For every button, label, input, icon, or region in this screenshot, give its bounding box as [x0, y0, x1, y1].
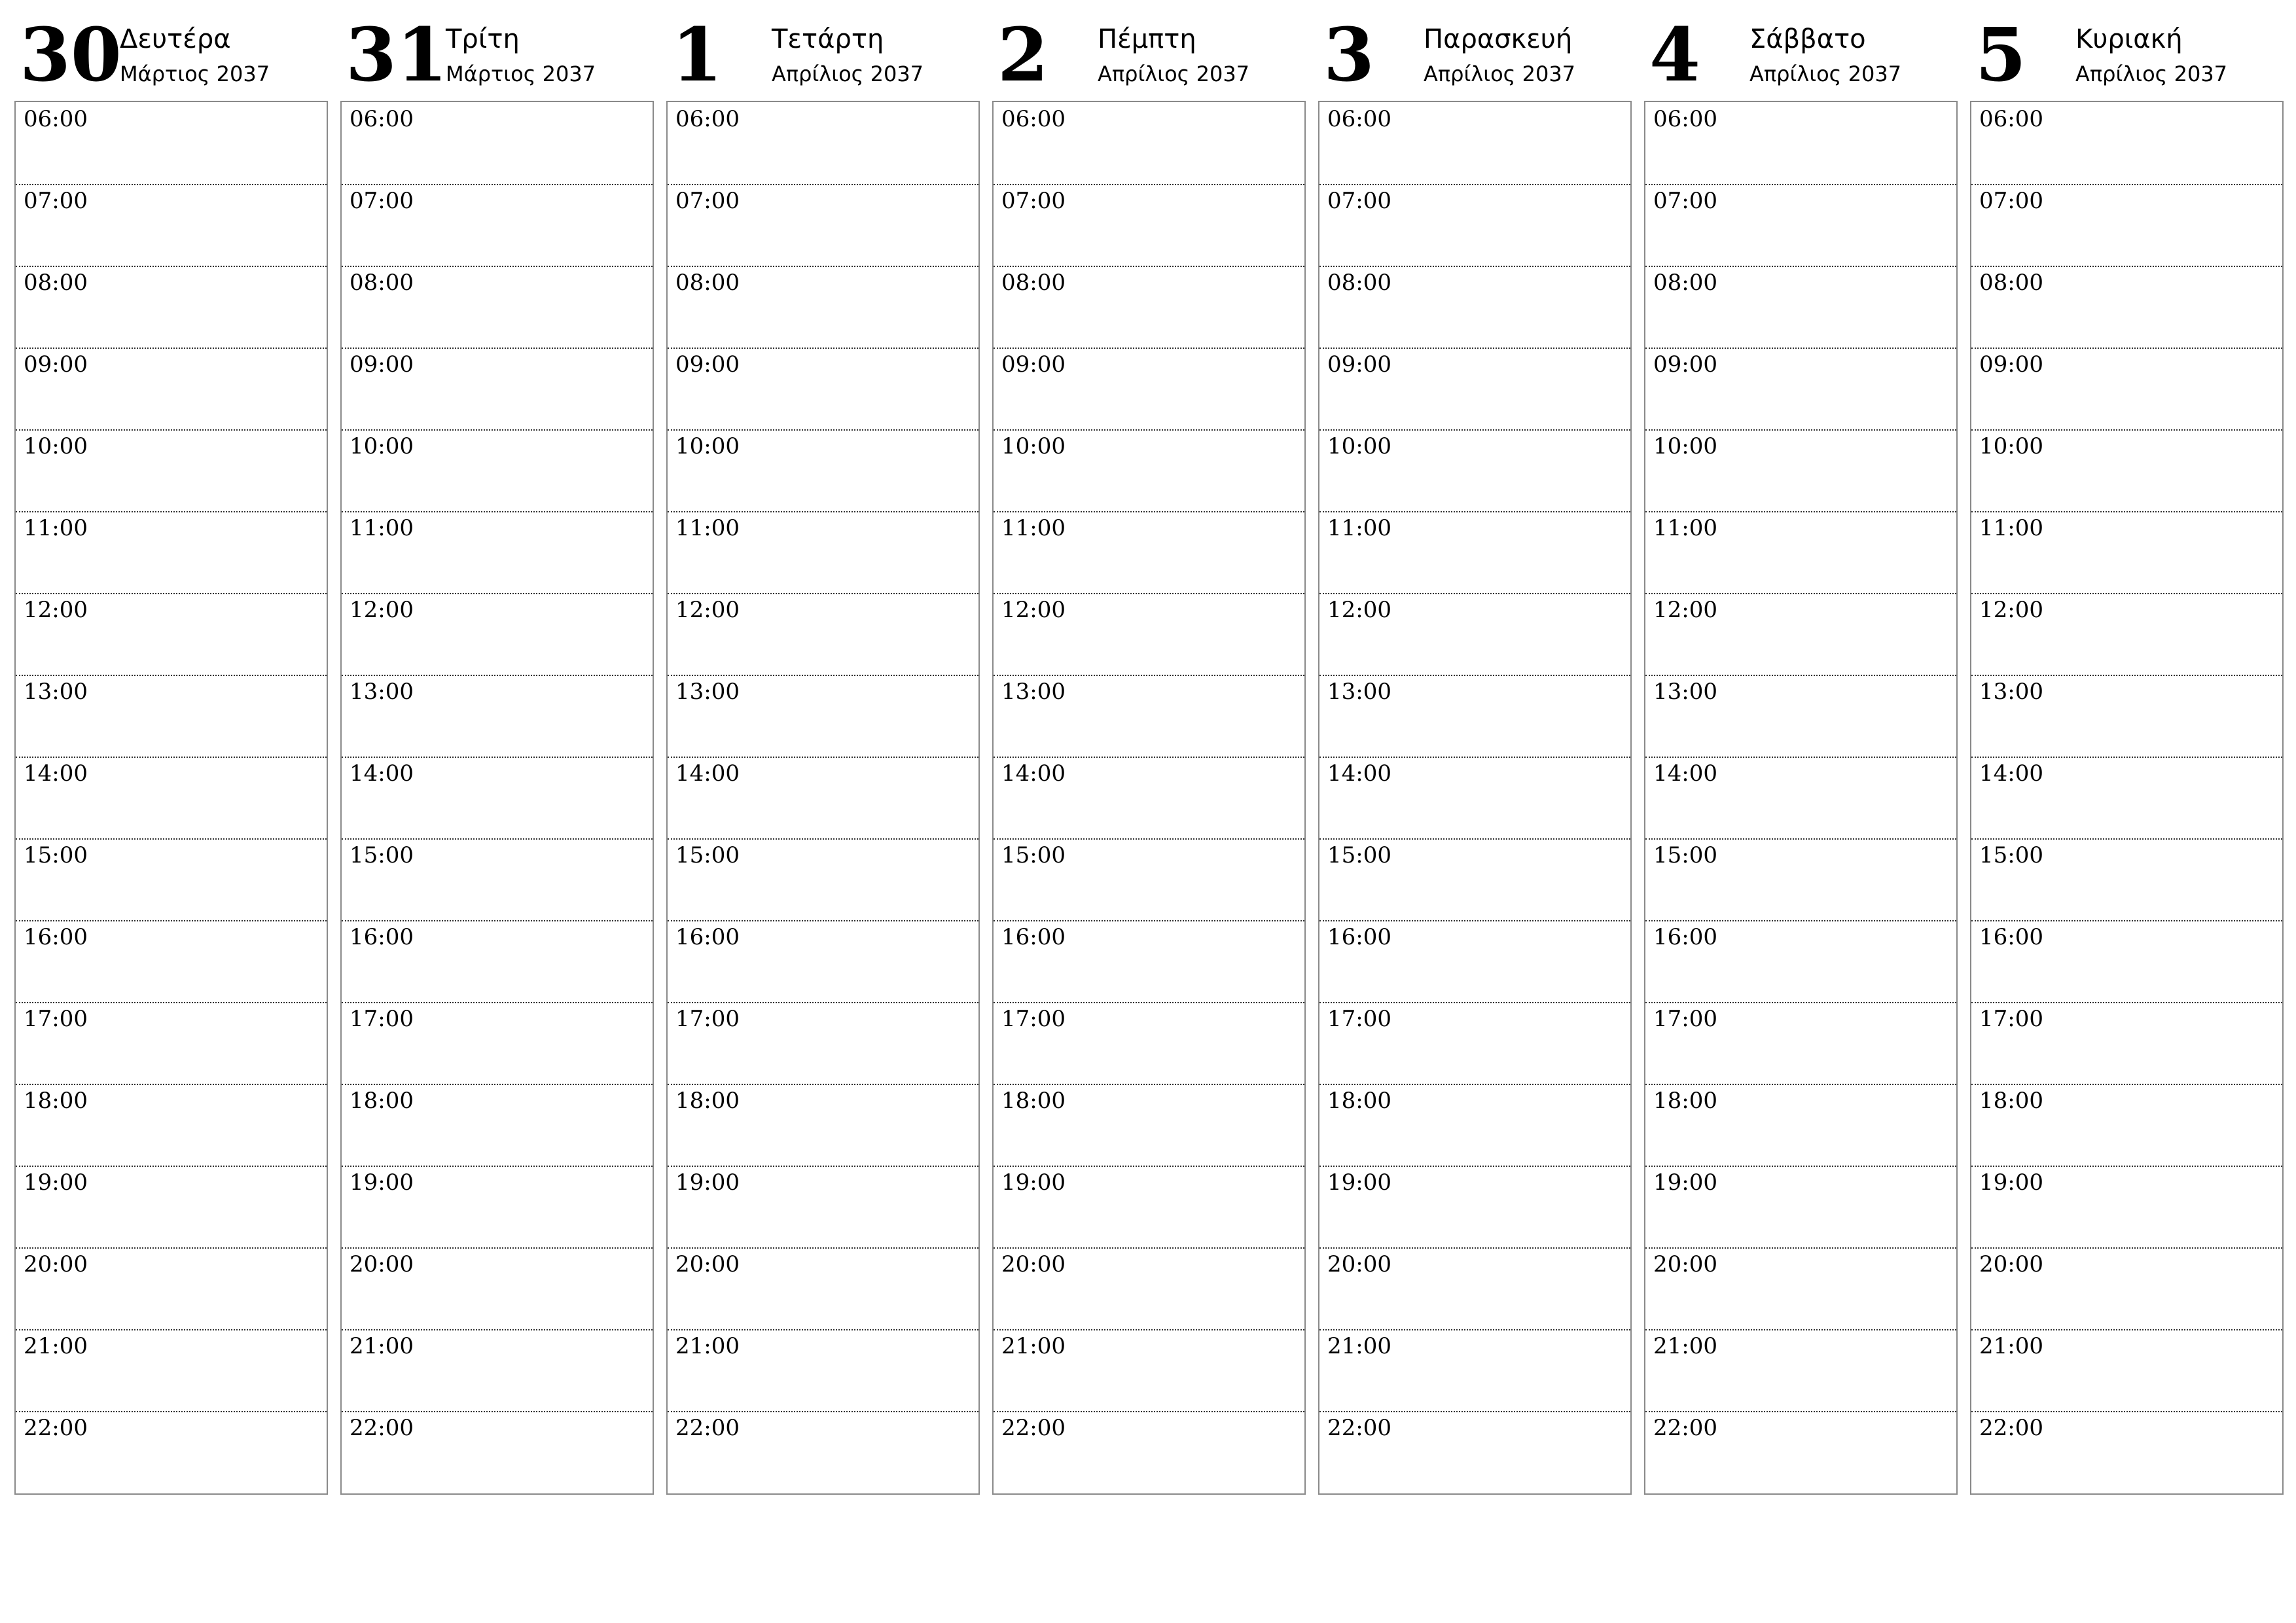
- hour-label: 22:00: [675, 1415, 740, 1441]
- hour-slot[interactable]: [994, 1002, 1304, 1085]
- day-header: [1644, 0, 1958, 99]
- hour-label: 20:00: [1001, 1251, 1066, 1277]
- hour-label: 21:00: [1327, 1333, 1391, 1359]
- month-year: Απρίλιος 2037: [1098, 62, 1250, 86]
- hour-label: 15:00: [24, 842, 88, 868]
- hour-slot[interactable]: [1319, 348, 1630, 431]
- hour-slot[interactable]: [342, 593, 653, 676]
- hour-label: 14:00: [1979, 760, 2043, 787]
- hour-slot[interactable]: [1971, 1247, 2282, 1330]
- hour-label: 11:00: [24, 515, 88, 541]
- hour-label: 21:00: [1653, 1333, 1717, 1359]
- hour-slot[interactable]: [668, 429, 978, 512]
- hour-label: 16:00: [675, 924, 740, 950]
- hour-label: 20:00: [1653, 1251, 1717, 1277]
- hour-slot[interactable]: [668, 348, 978, 431]
- hour-label: 09:00: [1979, 351, 2043, 378]
- hour-label: 20:00: [350, 1251, 414, 1277]
- hour-label: 15:00: [1979, 842, 2043, 868]
- hour-label: 06:00: [350, 106, 414, 132]
- hour-slot[interactable]: [342, 266, 653, 349]
- hour-slot[interactable]: [994, 184, 1304, 267]
- hour-label: 15:00: [1327, 842, 1391, 868]
- hour-label: 11:00: [1653, 515, 1717, 541]
- hour-label: 22:00: [24, 1415, 88, 1441]
- hour-label: 10:00: [675, 433, 740, 459]
- hour-label: 17:00: [24, 1006, 88, 1032]
- hour-slot[interactable]: [342, 1084, 653, 1167]
- hour-label: 14:00: [675, 760, 740, 787]
- hour-slot[interactable]: [994, 511, 1304, 594]
- hour-slot[interactable]: [342, 1411, 653, 1493]
- hour-slot[interactable]: [1319, 1247, 1630, 1330]
- hour-slot[interactable]: [1971, 1084, 2282, 1167]
- month-year: Μάρτιος 2037: [446, 62, 596, 86]
- hour-label: 06:00: [1979, 106, 2043, 132]
- hour-slot[interactable]: [16, 675, 327, 758]
- hour-slot[interactable]: [1971, 348, 2282, 431]
- hour-slot[interactable]: [342, 1247, 653, 1330]
- hour-slot[interactable]: [16, 266, 327, 349]
- hour-label: 06:00: [24, 106, 88, 132]
- hour-slot[interactable]: [342, 1329, 653, 1412]
- hour-label: 15:00: [1001, 842, 1066, 868]
- day-header: [340, 0, 654, 99]
- hour-label: 14:00: [350, 760, 414, 787]
- day-schedule-box: [1644, 101, 1958, 1495]
- hour-slot[interactable]: [1319, 184, 1630, 267]
- hour-label: 11:00: [675, 515, 740, 541]
- hour-slot[interactable]: [1645, 348, 1956, 431]
- hour-label: 10:00: [1979, 433, 2043, 459]
- hour-label: 07:00: [1979, 188, 2043, 214]
- weekday-name: Παρασκευή: [1424, 24, 1573, 54]
- hour-slot[interactable]: [1645, 838, 1956, 921]
- hour-slot[interactable]: [1319, 1084, 1630, 1167]
- hour-slot[interactable]: [1319, 1329, 1630, 1412]
- hour-label: 07:00: [350, 188, 414, 214]
- hour-label: 22:00: [1653, 1415, 1717, 1441]
- weekday-name: Κυριακή: [2075, 24, 2183, 54]
- hour-slot[interactable]: [1645, 1329, 1956, 1412]
- hour-label: 14:00: [1653, 760, 1717, 787]
- day-column: [14, 0, 328, 1441]
- hour-label: 15:00: [350, 842, 414, 868]
- hour-label: 13:00: [675, 679, 740, 705]
- day-header: [1318, 0, 1632, 99]
- hour-slot[interactable]: [1971, 675, 2282, 758]
- hour-label: 18:00: [1653, 1088, 1717, 1114]
- hour-label: 17:00: [675, 1006, 740, 1032]
- hour-label: 18:00: [24, 1088, 88, 1114]
- hour-slot[interactable]: [1645, 266, 1956, 349]
- hour-label: 19:00: [675, 1169, 740, 1196]
- hour-label: 13:00: [1327, 679, 1391, 705]
- hour-label: 22:00: [350, 1415, 414, 1441]
- hour-label: 08:00: [350, 270, 414, 296]
- day-schedule-box: [340, 101, 654, 1495]
- hour-label: 12:00: [1979, 597, 2043, 623]
- hour-slot[interactable]: [1645, 675, 1956, 758]
- hour-label: 13:00: [1001, 679, 1066, 705]
- hour-slot[interactable]: [1319, 266, 1630, 349]
- hour-label: 14:00: [24, 760, 88, 787]
- hour-slot[interactable]: [1319, 1002, 1630, 1085]
- hour-slot[interactable]: [668, 266, 978, 349]
- hour-slot[interactable]: [1319, 1411, 1630, 1493]
- day-column: [1644, 0, 1958, 1441]
- hour-slot[interactable]: [342, 1002, 653, 1085]
- hour-slot[interactable]: [16, 593, 327, 676]
- day-schedule-box: [992, 101, 1306, 1495]
- hour-slot[interactable]: [1319, 511, 1630, 594]
- hour-label: 16:00: [1979, 924, 2043, 950]
- hour-slot[interactable]: [994, 920, 1304, 1003]
- hour-label: 09:00: [675, 351, 740, 378]
- hour-label: 06:00: [675, 106, 740, 132]
- hour-slot[interactable]: [668, 838, 978, 921]
- hour-slot[interactable]: [16, 511, 327, 594]
- hour-slot[interactable]: [994, 757, 1304, 840]
- hour-label: 14:00: [1327, 760, 1391, 787]
- hour-label: 22:00: [1327, 1415, 1391, 1441]
- month-year: Απρίλιος 2037: [1749, 62, 1902, 86]
- hour-label: 21:00: [350, 1333, 414, 1359]
- day-header: [1970, 0, 2284, 99]
- day-schedule-box: [1318, 101, 1632, 1495]
- hour-slot[interactable]: [16, 1166, 327, 1249]
- hour-label: 08:00: [1001, 270, 1066, 296]
- hour-label: 08:00: [675, 270, 740, 296]
- month-year: Απρίλιος 2037: [1424, 62, 1576, 86]
- hour-slot[interactable]: [668, 511, 978, 594]
- hour-slot[interactable]: [1645, 920, 1956, 1003]
- hour-slot[interactable]: [994, 593, 1304, 676]
- hour-slot[interactable]: [16, 429, 327, 512]
- hour-label: 10:00: [1001, 433, 1066, 459]
- hour-label: 18:00: [675, 1088, 740, 1114]
- day-column: [666, 0, 980, 1441]
- hour-label: 13:00: [1979, 679, 2043, 705]
- hour-slot[interactable]: [1645, 1002, 1956, 1085]
- hour-label: 18:00: [1979, 1088, 2043, 1114]
- weekday-name: Τετάρτη: [772, 24, 884, 54]
- hour-label: 08:00: [24, 270, 88, 296]
- hour-slot[interactable]: [1319, 102, 1630, 185]
- hour-slot[interactable]: [16, 1329, 327, 1412]
- day-column: [340, 0, 654, 1441]
- day-number: 31: [346, 12, 448, 98]
- hour-label: 21:00: [1001, 1333, 1066, 1359]
- hour-slot[interactable]: [342, 348, 653, 431]
- hour-slot[interactable]: [1971, 429, 2282, 512]
- hour-slot[interactable]: [668, 757, 978, 840]
- hour-label: 07:00: [675, 188, 740, 214]
- hour-label: 10:00: [1327, 433, 1391, 459]
- hour-label: 06:00: [1001, 106, 1066, 132]
- day-number: 5: [1975, 12, 2026, 98]
- hour-label: 08:00: [1979, 270, 2043, 296]
- hour-label: 19:00: [1979, 1169, 2043, 1196]
- hour-slot[interactable]: [994, 348, 1304, 431]
- hour-slot[interactable]: [1971, 1411, 2282, 1493]
- hour-slot[interactable]: [1645, 757, 1956, 840]
- hour-slot[interactable]: [1971, 1166, 2282, 1249]
- weekday-name: Πέμπτη: [1098, 24, 1196, 54]
- hour-slot[interactable]: [342, 675, 653, 758]
- hour-slot[interactable]: [1645, 1247, 1956, 1330]
- hour-label: 06:00: [1653, 106, 1717, 132]
- hour-label: 17:00: [1327, 1006, 1391, 1032]
- hour-slot[interactable]: [16, 184, 327, 267]
- hour-label: 16:00: [1327, 924, 1391, 950]
- hour-label: 16:00: [350, 924, 414, 950]
- hour-label: 22:00: [1979, 1415, 2043, 1441]
- hour-slot[interactable]: [1971, 102, 2282, 185]
- hour-slot[interactable]: [994, 838, 1304, 921]
- hour-slot[interactable]: [1971, 511, 2282, 594]
- hour-label: 15:00: [675, 842, 740, 868]
- day-header: [992, 0, 1306, 99]
- hour-slot[interactable]: [1971, 1002, 2282, 1085]
- hour-label: 10:00: [350, 433, 414, 459]
- hour-slot[interactable]: [668, 675, 978, 758]
- hour-label: 16:00: [1001, 924, 1066, 950]
- hour-slot[interactable]: [668, 920, 978, 1003]
- hour-label: 16:00: [24, 924, 88, 950]
- hour-slot[interactable]: [1971, 184, 2282, 267]
- hour-slot[interactable]: [668, 1166, 978, 1249]
- hour-label: 11:00: [1001, 515, 1066, 541]
- hour-slot[interactable]: [342, 920, 653, 1003]
- hour-label: 07:00: [1327, 188, 1391, 214]
- hour-slot[interactable]: [668, 1002, 978, 1085]
- day-schedule-box: [1970, 101, 2284, 1495]
- hour-slot[interactable]: [994, 675, 1304, 758]
- hour-label: 19:00: [24, 1169, 88, 1196]
- hour-label: 12:00: [675, 597, 740, 623]
- hour-slot[interactable]: [1645, 1166, 1956, 1249]
- hour-slot[interactable]: [994, 1411, 1304, 1493]
- hour-label: 14:00: [1001, 760, 1066, 787]
- hour-slot[interactable]: [1645, 184, 1956, 267]
- hour-slot[interactable]: [668, 1329, 978, 1412]
- hour-label: 18:00: [350, 1088, 414, 1114]
- hour-label: 19:00: [1001, 1169, 1066, 1196]
- day-column: [1970, 0, 2284, 1441]
- hour-label: 07:00: [1001, 188, 1066, 214]
- hour-slot[interactable]: [994, 1247, 1304, 1330]
- hour-label: 09:00: [1653, 351, 1717, 378]
- hour-label: 20:00: [24, 1251, 88, 1277]
- hour-slot[interactable]: [1319, 920, 1630, 1003]
- hour-label: 12:00: [24, 597, 88, 623]
- hour-label: 09:00: [1001, 351, 1066, 378]
- day-number: 1: [672, 12, 723, 98]
- hour-label: 19:00: [1653, 1169, 1717, 1196]
- hour-slot[interactable]: [342, 429, 653, 512]
- day-number: 30: [20, 12, 122, 98]
- day-header: [14, 0, 328, 99]
- hour-slot[interactable]: [16, 1002, 327, 1085]
- hour-slot[interactable]: [1319, 838, 1630, 921]
- day-number: 3: [1323, 12, 1374, 98]
- hour-slot[interactable]: [16, 838, 327, 921]
- hour-label: 17:00: [350, 1006, 414, 1032]
- hour-slot[interactable]: [1971, 838, 2282, 921]
- hour-slot[interactable]: [16, 920, 327, 1003]
- hour-slot[interactable]: [342, 511, 653, 594]
- month-year: Απρίλιος 2037: [2075, 62, 2228, 86]
- hour-slot[interactable]: [668, 102, 978, 185]
- hour-slot[interactable]: [342, 757, 653, 840]
- hour-label: 22:00: [1001, 1415, 1066, 1441]
- hour-label: 06:00: [1327, 106, 1391, 132]
- hour-slot[interactable]: [1645, 102, 1956, 185]
- hour-label: 07:00: [1653, 188, 1717, 214]
- hour-slot[interactable]: [1971, 266, 2282, 349]
- hour-slot[interactable]: [668, 1247, 978, 1330]
- hour-label: 12:00: [350, 597, 414, 623]
- hour-slot[interactable]: [668, 593, 978, 676]
- hour-label: 11:00: [1327, 515, 1391, 541]
- weekday-name: Σάββατο: [1749, 24, 1866, 54]
- month-year: Μάρτιος 2037: [120, 62, 270, 86]
- hour-label: 07:00: [24, 188, 88, 214]
- hour-slot[interactable]: [342, 102, 653, 185]
- hour-slot[interactable]: [994, 1329, 1304, 1412]
- hour-label: 18:00: [1001, 1088, 1066, 1114]
- hour-label: 15:00: [1653, 842, 1717, 868]
- hour-slot[interactable]: [1645, 1084, 1956, 1167]
- hour-slot[interactable]: [1645, 511, 1956, 594]
- hour-slot[interactable]: [1971, 920, 2282, 1003]
- hour-slot[interactable]: [1971, 593, 2282, 676]
- hour-label: 19:00: [350, 1169, 414, 1196]
- hour-label: 19:00: [1327, 1169, 1391, 1196]
- hour-label: 13:00: [24, 679, 88, 705]
- hour-slot[interactable]: [16, 1247, 327, 1330]
- hour-slot[interactable]: [342, 184, 653, 267]
- day-header: [666, 0, 980, 99]
- day-schedule-box: [14, 101, 328, 1495]
- hour-label: 13:00: [1653, 679, 1717, 705]
- hour-slot[interactable]: [668, 1411, 978, 1493]
- hour-label: 20:00: [1327, 1251, 1391, 1277]
- hour-slot[interactable]: [1319, 593, 1630, 676]
- hour-label: 17:00: [1001, 1006, 1066, 1032]
- hour-label: 17:00: [1653, 1006, 1717, 1032]
- hour-label: 20:00: [1979, 1251, 2043, 1277]
- hour-slot[interactable]: [16, 1411, 327, 1493]
- hour-label: 12:00: [1001, 597, 1066, 623]
- hour-slot[interactable]: [16, 1084, 327, 1167]
- day-schedule-box: [666, 101, 980, 1495]
- weekday-name: Τρίτη: [446, 24, 520, 54]
- hour-label: 11:00: [1979, 515, 2043, 541]
- hour-slot[interactable]: [1971, 1329, 2282, 1412]
- hour-label: 08:00: [1653, 270, 1717, 296]
- hour-label: 21:00: [675, 1333, 740, 1359]
- hour-label: 09:00: [350, 351, 414, 378]
- month-year: Απρίλιος 2037: [772, 62, 924, 86]
- hour-label: 21:00: [1979, 1333, 2043, 1359]
- hour-slot[interactable]: [1319, 429, 1630, 512]
- hour-slot[interactable]: [342, 1166, 653, 1249]
- hour-slot[interactable]: [16, 102, 327, 185]
- hour-label: 18:00: [1327, 1088, 1391, 1114]
- hour-slot[interactable]: [1971, 757, 2282, 840]
- hour-label: 10:00: [24, 433, 88, 459]
- hour-slot[interactable]: [994, 429, 1304, 512]
- hour-slot[interactable]: [994, 102, 1304, 185]
- hour-slot[interactable]: [994, 266, 1304, 349]
- hour-label: 10:00: [1653, 433, 1717, 459]
- hour-slot[interactable]: [1319, 675, 1630, 758]
- hour-label: 09:00: [1327, 351, 1391, 378]
- hour-slot[interactable]: [16, 348, 327, 431]
- hour-slot[interactable]: [668, 184, 978, 267]
- hour-label: 12:00: [1653, 597, 1717, 623]
- hour-label: 21:00: [24, 1333, 88, 1359]
- hour-slot[interactable]: [994, 1166, 1304, 1249]
- hour-slot[interactable]: [1319, 757, 1630, 840]
- hour-label: 11:00: [350, 515, 414, 541]
- hour-slot[interactable]: [1645, 429, 1956, 512]
- hour-label: 12:00: [1327, 597, 1391, 623]
- hour-slot[interactable]: [668, 1084, 978, 1167]
- day-column: [992, 0, 1306, 1441]
- day-number: 2: [997, 12, 1049, 98]
- hour-slot[interactable]: [1319, 1166, 1630, 1249]
- hour-label: 08:00: [1327, 270, 1391, 296]
- day-column: [1318, 0, 1632, 1441]
- hour-slot[interactable]: [1645, 1411, 1956, 1493]
- hour-slot[interactable]: [994, 1084, 1304, 1167]
- day-number: 4: [1649, 12, 1700, 98]
- hour-label: 16:00: [1653, 924, 1717, 950]
- weekday-name: Δευτέρα: [120, 24, 231, 54]
- hour-slot[interactable]: [16, 757, 327, 840]
- hour-slot[interactable]: [342, 838, 653, 921]
- hour-label: 13:00: [350, 679, 414, 705]
- hour-label: 20:00: [675, 1251, 740, 1277]
- hour-label: 17:00: [1979, 1006, 2043, 1032]
- hour-label: 09:00: [24, 351, 88, 378]
- hour-slot[interactable]: [1645, 593, 1956, 676]
